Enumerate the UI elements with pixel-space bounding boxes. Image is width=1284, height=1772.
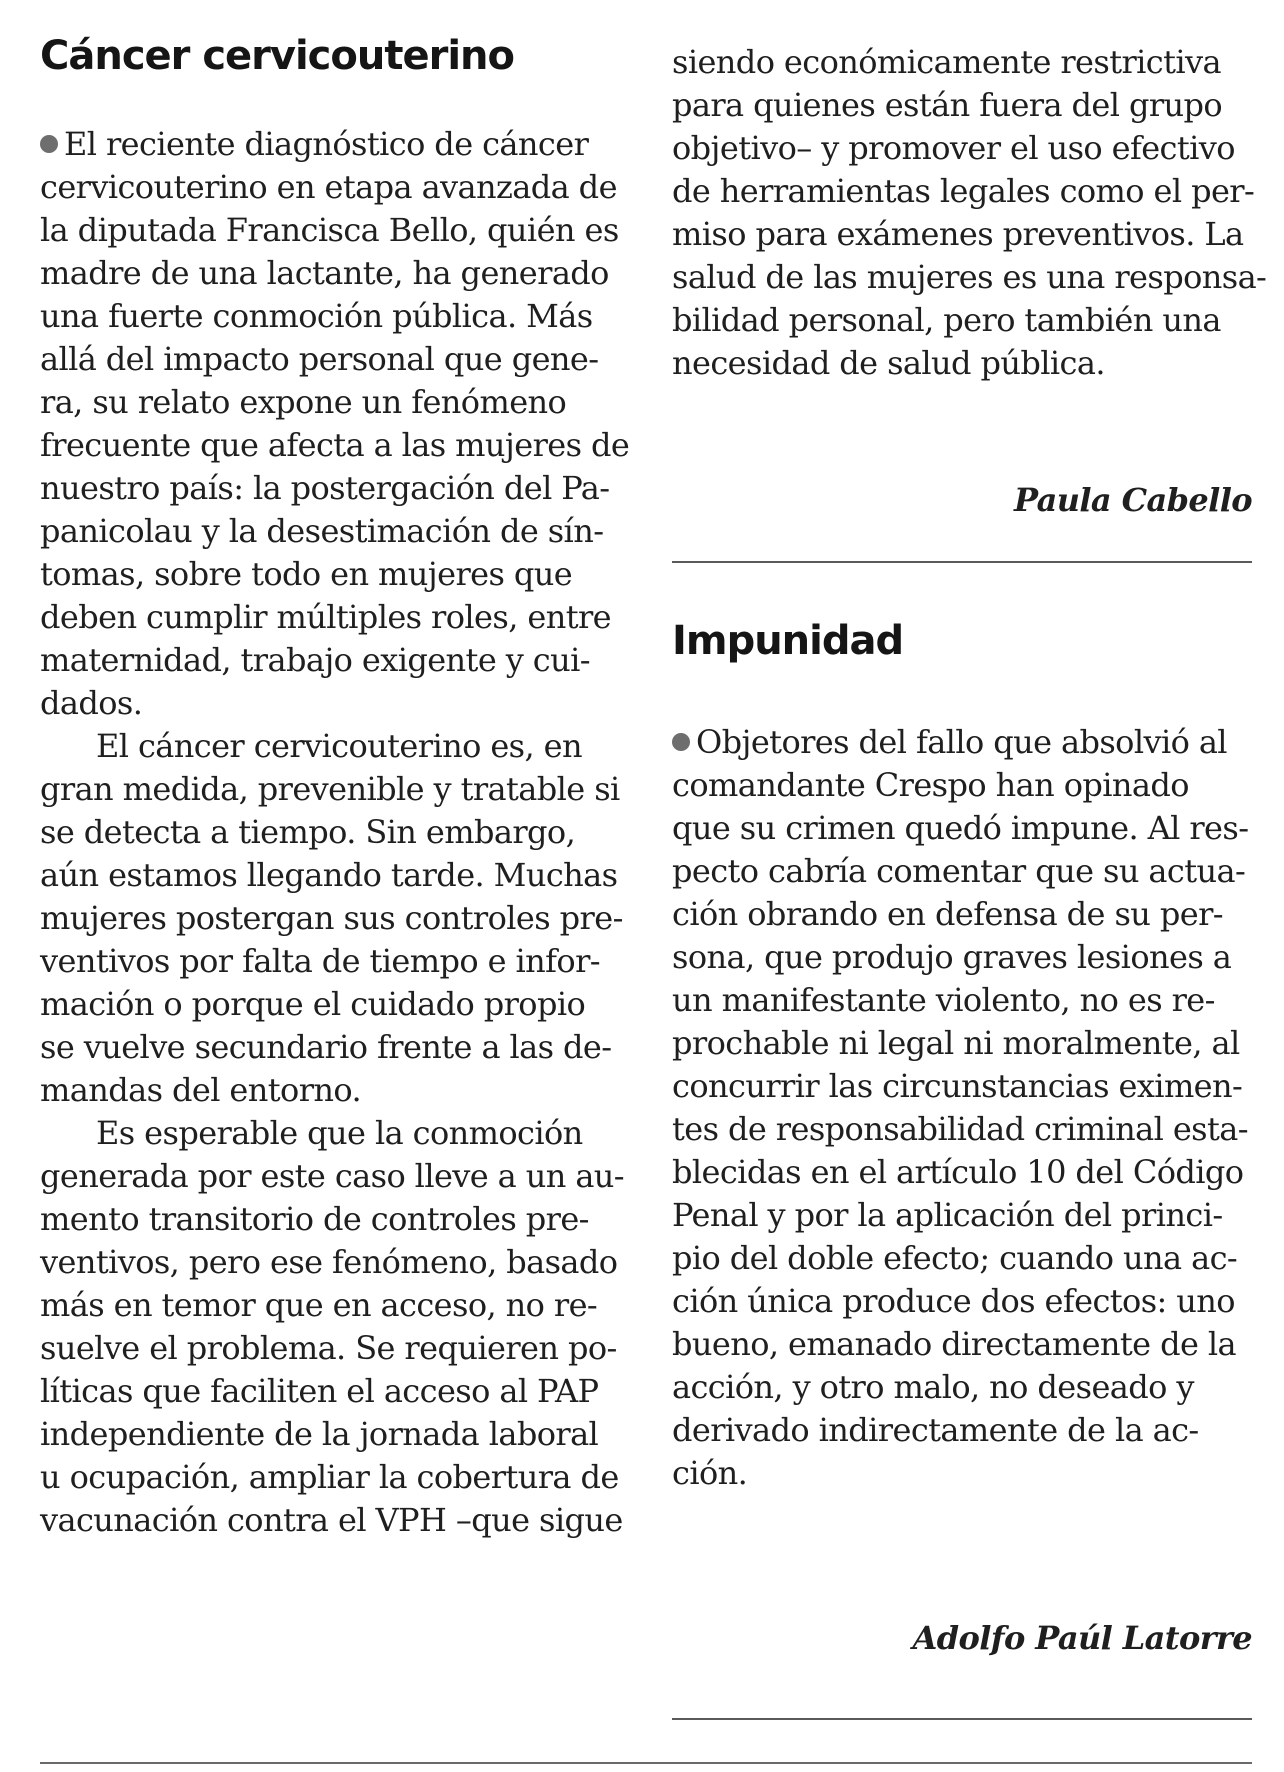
body-line: necesidad de salud pública. (672, 344, 1105, 382)
body-line: pio del doble efecto; cuando una ac- (672, 1239, 1238, 1277)
body-line: Es esperable que la conmoción (96, 1114, 583, 1152)
body-line: nuestro país: la postergación del Pa- (40, 469, 610, 507)
body-line: miso para exámenes preventivos. La (672, 215, 1244, 253)
bullet-icon (40, 135, 58, 153)
body-line: maternidad, trabajo exigente y cui- (40, 641, 590, 679)
body-line: prochable ni legal ni moralmente, al (672, 1024, 1240, 1062)
body-line: la diputada Francisca Bello, quién es (40, 211, 619, 249)
body-line: tes de responsabilidad criminal esta- (672, 1110, 1248, 1148)
body-line: u ocupación, ampliar la cobertura de (40, 1458, 619, 1496)
body-line: se detecta a tiempo. Sin embargo, (40, 813, 576, 851)
body-line: mujeres postergan sus controles pre- (40, 899, 623, 937)
article-title-impunidad: Impunidad (672, 618, 904, 664)
body-line: líticas que faciliten el acceso al PAP (40, 1372, 599, 1410)
body-line: gran medida, prevenible y tratable si (40, 770, 620, 808)
body-line: siendo económicamente restrictiva (672, 43, 1221, 81)
body-line: ción obrando en defensa de su per- (672, 895, 1223, 933)
body-line: aún estamos llegando tarde. Muchas (40, 856, 618, 894)
body-line: se vuelve secundario frente a las de- (40, 1028, 612, 1066)
article-author: Adolfo Paúl Latorre (912, 1619, 1252, 1657)
body-line: para quienes están fuera del grupo (672, 86, 1223, 124)
body-line: comandante Crespo han opinado (672, 766, 1189, 804)
body-line: pecto cabría comentar que su actua- (672, 852, 1246, 890)
body-line: suelve el problema. Se requieren po- (40, 1329, 617, 1367)
body-line: cervicouterino en etapa avanzada de (40, 168, 617, 206)
body-line: panicolau y la desestimación de sín- (40, 512, 604, 550)
body-line: bilidad personal, pero también una (672, 301, 1221, 339)
body-line: mento transitorio de controles pre- (40, 1200, 589, 1238)
article-divider (672, 561, 1252, 563)
bullet-icon (672, 733, 690, 751)
body-line: tomas, sobre todo en mujeres que (40, 555, 573, 593)
body-line: más en temor que en acceso, no re- (40, 1286, 598, 1324)
body-line: que su crimen quedó impune. Al res- (672, 809, 1249, 847)
article-divider (672, 1718, 1252, 1720)
body-line: un manifestante violento, no es re- (672, 981, 1215, 1019)
body-line: derivado indirectamente de la ac- (672, 1411, 1199, 1449)
body-line: bueno, emanado directamente de la (672, 1325, 1236, 1363)
body-line: objetivo– y promover el uso efectivo (672, 129, 1235, 167)
body-line: frecuente que afecta a las mujeres de (40, 426, 630, 464)
body-line: vacunación contra el VPH –que sigue (40, 1501, 623, 1539)
body-line: allá del impacto personal que gene- (40, 340, 599, 378)
page-bottom-rule (40, 1762, 1252, 1764)
body-line: una fuerte conmoción pública. Más (40, 297, 593, 335)
body-line: independiente de la jornada laboral (40, 1415, 599, 1453)
body-line: El cáncer cervicouterino es, en (96, 727, 582, 765)
body-line: Penal y por la aplicación del princi- (672, 1196, 1223, 1234)
body-line: acción, y otro malo, no deseado y (672, 1368, 1194, 1406)
body-line: salud de las mujeres es una responsa- (672, 258, 1267, 296)
body-line: de herramientas legales como el per- (672, 172, 1255, 210)
body-line: generada por este caso lleve a un au- (40, 1157, 625, 1195)
article-title-cancer: Cáncer cervicouterino (40, 33, 514, 79)
body-line: ra, su relato expone un fenómeno (40, 383, 567, 421)
body-line: El reciente diagnóstico de cáncer (40, 120, 620, 168)
body-line: concurrir las circunstancias eximen- (672, 1067, 1243, 1105)
body-line: ción. (672, 1454, 748, 1492)
body-line: mandas del entorno. (40, 1071, 362, 1109)
body-line: madre de una lactante, ha generado (40, 254, 609, 292)
body-line: ventivos por falta de tiempo e infor- (40, 942, 601, 980)
body-line: dados. (40, 684, 143, 722)
body-line: blecidas en el artículo 10 del Código (672, 1153, 1244, 1191)
body-line: Objetores del fallo que absolvió al (672, 718, 1252, 766)
body-line: ción única produce dos efectos: uno (672, 1282, 1235, 1320)
body-line: mación o porque el cuidado propio (40, 985, 586, 1023)
article-author: Paula Cabello (1013, 481, 1252, 519)
body-line: sona, que produjo graves lesiones a (672, 938, 1232, 976)
body-line: deben cumplir múltiples roles, entre (40, 598, 611, 636)
body-line: ventivos, pero ese fenómeno, basado (40, 1243, 618, 1281)
